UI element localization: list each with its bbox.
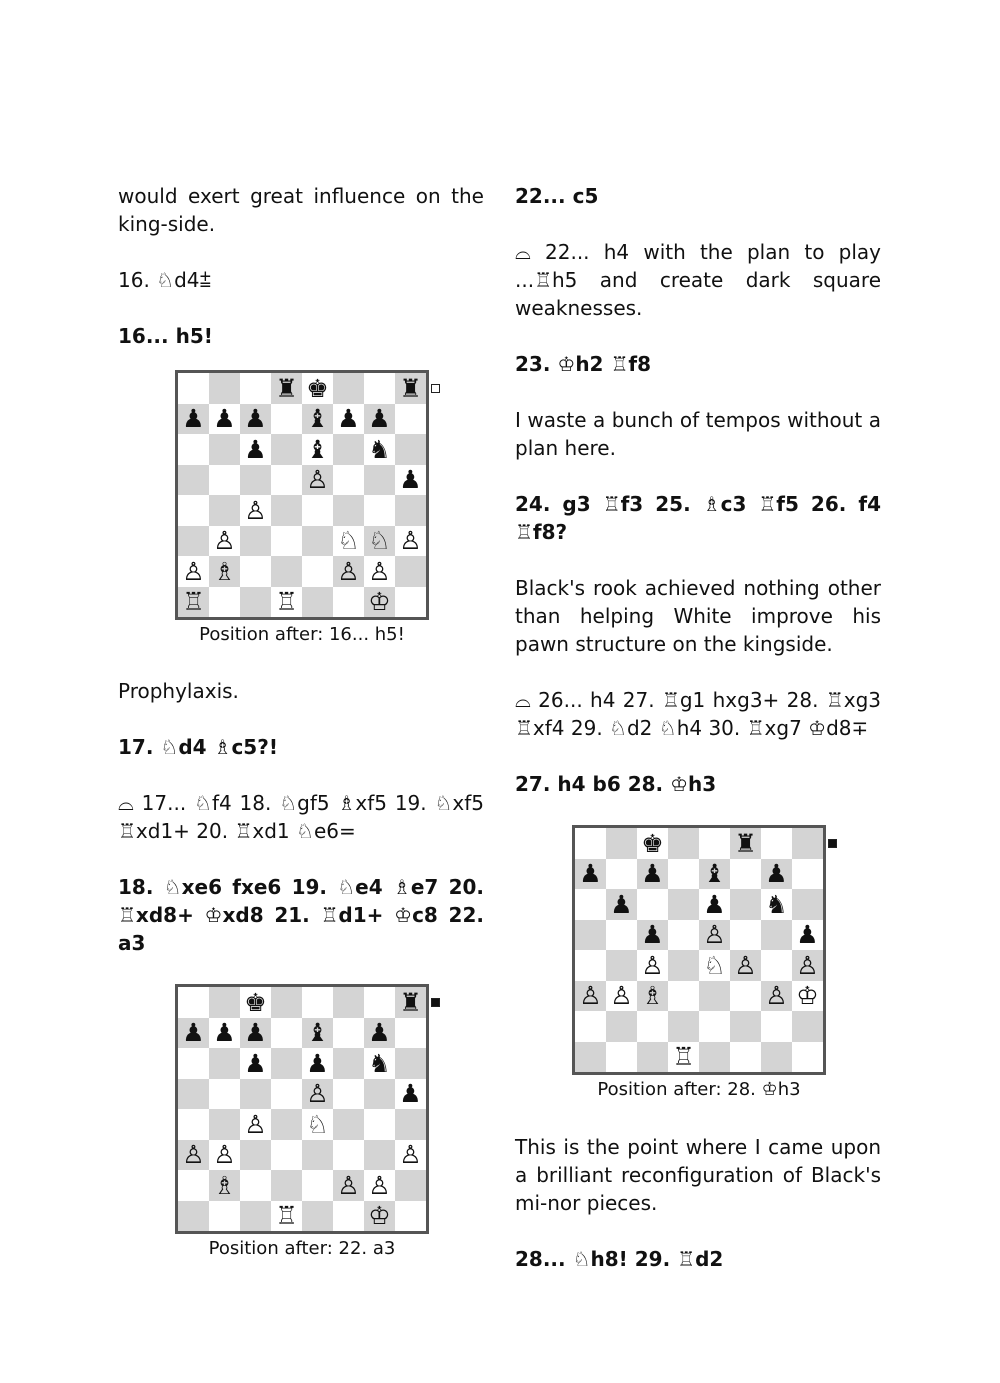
board-square [271, 1201, 302, 1232]
board-square [209, 1048, 240, 1079]
board-square [271, 434, 302, 465]
variation-22: ⌓ 22... h4 with the plan to play ...♖h5 and create dark square weaknesses. [515, 240, 881, 320]
board-square [302, 1170, 333, 1201]
board-square [178, 987, 209, 1018]
chess-board [175, 984, 429, 1234]
board-square [271, 1018, 302, 1049]
board-square [240, 1018, 271, 1049]
board-square [178, 495, 209, 526]
variation-26: ⌓ 26... h4 27. ♖g1 hxg3+ 28. ♖xg3 ♖xf4 29. ♘d2 ♘h4 30. ♖xg7 ♔d8∓ [515, 688, 881, 740]
black-pawn-icon: ♟ [641, 859, 664, 889]
board-square [209, 1140, 240, 1171]
board-square [271, 465, 302, 496]
board-square [792, 828, 823, 859]
board-square [699, 920, 730, 951]
board-square [178, 373, 209, 404]
board-square [364, 1170, 395, 1201]
board-square [668, 859, 699, 890]
board-square [668, 1042, 699, 1073]
board-square [209, 1201, 240, 1232]
board-square [792, 1011, 823, 1042]
board-square [668, 828, 699, 859]
board-square [364, 434, 395, 465]
board-square [302, 373, 333, 404]
moves-18-22: 18. ♘xe6 fxe6 19. ♘e4 ♗e7 20. ♖xd8+ ♔xd8 21. ♖d1+ ♔c8 22. a3 [118, 875, 484, 955]
board-square [178, 1109, 209, 1140]
board-square [575, 1042, 606, 1073]
diagram-figure-2 [175, 984, 429, 1260]
black-bishop-icon: ♝ [306, 434, 329, 464]
board-square [209, 987, 240, 1018]
board-square [395, 1170, 426, 1201]
board-square [761, 920, 792, 951]
white-pawn-icon: ♙ [244, 495, 267, 525]
board-square [364, 587, 395, 618]
board-square [364, 1109, 395, 1140]
board-square [333, 1079, 364, 1110]
black-pawn-icon: ♟ [244, 1018, 267, 1048]
paragraph-brilliant: This is the point where I came upon a brilliant reconfiguration of Black's mi-nor pieces. [515, 1135, 881, 1215]
board-square [761, 981, 792, 1012]
board-square [395, 434, 426, 465]
board-square [792, 859, 823, 890]
board-square [271, 556, 302, 587]
white-pawn-icon: ♙ [182, 556, 205, 586]
board-square [730, 950, 761, 981]
board-square [333, 495, 364, 526]
board-square [792, 889, 823, 920]
variation-17: ⌓ 17... ♘f4 18. ♘gf5 ♗xf5 19. ♘xf5 ♖xd1+ 20. ♖xd1 ♘e6= [118, 791, 484, 843]
board-square [364, 1048, 395, 1079]
board-square [606, 828, 637, 859]
board-square [178, 526, 209, 557]
black-pawn-icon: ♟ [641, 920, 664, 950]
white-pawn-icon: ♙ [337, 1170, 360, 1200]
diagram-caption: Position after: 28. ♔h3 [597, 1079, 801, 1100]
move-22-c5: 22... c5 [515, 184, 599, 208]
board-square [606, 981, 637, 1012]
board-square [761, 889, 792, 920]
moves-27-28: 27. h4 b6 28. ♔h3 [515, 772, 717, 796]
board-square [333, 404, 364, 435]
black-pawn-icon: ♟ [182, 404, 205, 434]
board-square [761, 950, 792, 981]
move-28-h8: 28... ♘h8! 29. ♖d2 [515, 1247, 724, 1271]
board-square [209, 587, 240, 618]
board-square [575, 920, 606, 951]
board-square [240, 434, 271, 465]
board-square [302, 1109, 333, 1140]
white-knight-icon: ♘ [703, 950, 726, 980]
board-square [333, 526, 364, 557]
board-square [240, 404, 271, 435]
board-square [209, 1079, 240, 1110]
board-square [302, 1048, 333, 1079]
board-square [240, 587, 271, 618]
board-square [271, 587, 302, 618]
board-square [761, 1042, 792, 1073]
white-pawn-icon: ♙ [765, 981, 788, 1011]
board-square [271, 404, 302, 435]
board-square [209, 495, 240, 526]
board-square [364, 526, 395, 557]
black-pawn-icon: ♟ [213, 1018, 236, 1048]
white-pawn-icon: ♙ [182, 1140, 205, 1170]
white-knight-icon: ♘ [306, 1109, 329, 1139]
board-square [271, 1140, 302, 1171]
board-square [302, 526, 333, 557]
board-square [333, 1170, 364, 1201]
board-square [730, 920, 761, 951]
board-square [240, 526, 271, 557]
board-square [575, 859, 606, 890]
board-square [730, 1011, 761, 1042]
board-square [333, 556, 364, 587]
white-pawn-icon: ♙ [244, 1109, 267, 1139]
board-square [730, 1042, 761, 1073]
board-square [575, 889, 606, 920]
move-17: 17. ♘d4 ♗c5?! [118, 735, 278, 759]
board-square [364, 1018, 395, 1049]
board-square [668, 950, 699, 981]
black-pawn-icon: ♟ [337, 404, 360, 434]
white-pawn-icon: ♙ [368, 556, 391, 586]
black-rook-icon: ♜ [275, 373, 298, 403]
diagram-figure-1 [175, 370, 429, 646]
black-pawn-icon: ♟ [368, 404, 391, 434]
board-square [209, 404, 240, 435]
board-square [302, 556, 333, 587]
board-square [271, 1170, 302, 1201]
board-square [178, 1201, 209, 1232]
board-square [699, 859, 730, 890]
board-square [240, 1109, 271, 1140]
chess-board [572, 825, 826, 1075]
black-pawn-icon: ♟ [579, 859, 602, 889]
board-square [668, 981, 699, 1012]
board-square [637, 920, 668, 951]
board-square [668, 1011, 699, 1042]
board-square [761, 1011, 792, 1042]
board-square [302, 1018, 333, 1049]
board-square [333, 465, 364, 496]
board-square [575, 981, 606, 1012]
black-bishop-icon: ♝ [703, 859, 726, 889]
board-square [178, 1018, 209, 1049]
white-pawn-icon: ♙ [337, 556, 360, 586]
board-square [209, 556, 240, 587]
board-square [395, 465, 426, 496]
black-to-move-indicator [431, 998, 440, 1007]
black-rook-icon: ♜ [399, 987, 422, 1017]
diagram-caption: Position after: 16... h5! [199, 624, 405, 645]
board-square [271, 373, 302, 404]
board-square [240, 1201, 271, 1232]
board-square [271, 1079, 302, 1110]
white-knight-icon: ♘ [368, 526, 391, 556]
board-square [364, 465, 395, 496]
board-square [302, 1201, 333, 1232]
board-square [209, 465, 240, 496]
board-square [302, 465, 333, 496]
black-knight-icon: ♞ [368, 1048, 391, 1078]
board-square [302, 987, 333, 1018]
board-square [395, 556, 426, 587]
board-square [302, 587, 333, 618]
black-pawn-icon: ♟ [765, 859, 788, 889]
board-square [333, 587, 364, 618]
black-knight-icon: ♞ [765, 889, 788, 919]
board-square [637, 950, 668, 981]
board-square [178, 1140, 209, 1171]
board-square [637, 859, 668, 890]
board-square [395, 373, 426, 404]
board-square [792, 1042, 823, 1073]
board-square [240, 1170, 271, 1201]
paragraph-rook: Black's rook achieved nothing other than helping White improve his pawn structure on the kingside. [515, 576, 881, 656]
white-pawn-icon: ♙ [213, 1140, 236, 1170]
white-king-icon: ♔ [368, 587, 391, 617]
black-rook-icon: ♜ [399, 373, 422, 403]
board-square [240, 495, 271, 526]
move-16-h5: 16... h5! [118, 324, 213, 348]
board-square [699, 828, 730, 859]
white-pawn-icon: ♙ [641, 950, 664, 980]
board-square [364, 373, 395, 404]
black-pawn-icon: ♟ [399, 465, 422, 495]
board-square [730, 828, 761, 859]
board-square [699, 950, 730, 981]
white-bishop-icon: ♗ [213, 556, 236, 586]
board-square [792, 950, 823, 981]
black-pawn-icon: ♟ [796, 920, 819, 950]
board-square [364, 556, 395, 587]
board-square [364, 404, 395, 435]
board-square [209, 1109, 240, 1140]
white-pawn-icon: ♙ [579, 981, 602, 1011]
white-pawn-icon: ♙ [610, 981, 633, 1011]
board-square [575, 1011, 606, 1042]
white-pawn-icon: ♙ [399, 1140, 422, 1170]
board-square [364, 495, 395, 526]
board-square [395, 526, 426, 557]
board-square [761, 859, 792, 890]
white-pawn-icon: ♙ [368, 1170, 391, 1200]
board-square [699, 1011, 730, 1042]
board-square [606, 889, 637, 920]
board-square [302, 434, 333, 465]
board-square [240, 373, 271, 404]
black-pawn-icon: ♟ [244, 434, 267, 464]
board-square [699, 1042, 730, 1073]
board-square [730, 889, 761, 920]
board-square [761, 828, 792, 859]
board-square [271, 526, 302, 557]
board-square [792, 981, 823, 1012]
board-square [209, 1018, 240, 1049]
board-square [240, 556, 271, 587]
board-square [240, 465, 271, 496]
board-square [395, 1140, 426, 1171]
white-rook-icon: ♖ [672, 1042, 695, 1072]
board-square [240, 987, 271, 1018]
board-square [333, 1018, 364, 1049]
board-square [364, 987, 395, 1018]
board-square [792, 920, 823, 951]
board-square [209, 1170, 240, 1201]
board-square [178, 434, 209, 465]
board-square [271, 1109, 302, 1140]
black-bishop-icon: ♝ [306, 404, 329, 434]
board-square [178, 404, 209, 435]
board-square [637, 1011, 668, 1042]
black-king-icon: ♚ [641, 828, 664, 858]
board-square [395, 1018, 426, 1049]
black-pawn-icon: ♟ [368, 1018, 391, 1048]
chess-board [175, 370, 429, 620]
board-square [395, 1079, 426, 1110]
black-pawn-icon: ♟ [610, 889, 633, 919]
white-king-icon: ♔ [796, 981, 819, 1011]
board-square [668, 920, 699, 951]
diagram-caption: Position after: 22. a3 [208, 1238, 396, 1259]
white-pawn-icon: ♙ [399, 526, 422, 556]
board-square [302, 404, 333, 435]
black-bishop-icon: ♝ [306, 1018, 329, 1048]
white-pawn-icon: ♙ [213, 526, 236, 556]
board-square [395, 987, 426, 1018]
white-to-move-indicator [431, 384, 440, 393]
paragraph-intro: would exert great influence on the king-side. [118, 184, 484, 236]
board-square [178, 556, 209, 587]
black-to-move-indicator [828, 839, 837, 848]
board-square [240, 1079, 271, 1110]
black-king-icon: ♚ [306, 373, 329, 403]
board-square [637, 981, 668, 1012]
board-square [606, 1042, 637, 1073]
board-square [333, 373, 364, 404]
white-bishop-icon: ♗ [213, 1170, 236, 1200]
board-square [178, 587, 209, 618]
board-square [333, 1201, 364, 1232]
board-square [395, 1201, 426, 1232]
white-king-icon: ♔ [368, 1201, 391, 1231]
white-rook-icon: ♖ [182, 587, 205, 617]
board-square [637, 1042, 668, 1073]
board-square [302, 1079, 333, 1110]
board-square [606, 950, 637, 981]
white-pawn-icon: ♙ [306, 1079, 329, 1109]
board-square [699, 889, 730, 920]
black-rook-icon: ♜ [734, 828, 757, 858]
board-square [333, 1048, 364, 1079]
black-pawn-icon: ♟ [213, 404, 236, 434]
white-bishop-icon: ♗ [641, 981, 664, 1011]
white-rook-icon: ♖ [275, 587, 298, 617]
board-square [395, 1048, 426, 1079]
board-square [637, 828, 668, 859]
board-square [637, 889, 668, 920]
board-square [395, 587, 426, 618]
white-knight-icon: ♘ [337, 526, 360, 556]
board-square [209, 526, 240, 557]
board-square [606, 1011, 637, 1042]
board-square [333, 434, 364, 465]
black-pawn-icon: ♟ [399, 1079, 422, 1109]
paragraph-waste: I waste a bunch of tempos without a plan here. [515, 408, 881, 460]
black-pawn-icon: ♟ [244, 1048, 267, 1078]
board-square [575, 828, 606, 859]
board-square [364, 1140, 395, 1171]
board-square [240, 1048, 271, 1079]
board-square [333, 1109, 364, 1140]
board-square [395, 495, 426, 526]
board-square [730, 981, 761, 1012]
black-pawn-icon: ♟ [703, 889, 726, 919]
move-23: 23. ♔h2 ♖f8 [515, 352, 651, 376]
board-square [178, 1048, 209, 1079]
board-square [302, 1140, 333, 1171]
board-square [575, 950, 606, 981]
black-king-icon: ♚ [244, 987, 267, 1017]
board-square [364, 1201, 395, 1232]
board-square [302, 495, 333, 526]
black-pawn-icon: ♟ [244, 404, 267, 434]
white-pawn-icon: ♙ [703, 920, 726, 950]
black-pawn-icon: ♟ [182, 1018, 205, 1048]
board-square [606, 920, 637, 951]
board-square [271, 495, 302, 526]
board-square [240, 1140, 271, 1171]
board-square [395, 1109, 426, 1140]
board-square [178, 1170, 209, 1201]
board-square [333, 1140, 364, 1171]
board-square [730, 859, 761, 890]
diagram-figure-3 [572, 825, 826, 1101]
board-square [668, 889, 699, 920]
black-pawn-icon: ♟ [306, 1048, 329, 1078]
paragraph-prophylaxis: Prophylaxis. [118, 679, 239, 703]
board-square [606, 859, 637, 890]
board-square [178, 1079, 209, 1110]
right-column [515, 182, 881, 1273]
board-square [271, 987, 302, 1018]
black-knight-icon: ♞ [368, 434, 391, 464]
white-pawn-icon: ♙ [306, 465, 329, 495]
board-square [395, 404, 426, 435]
move-16: 16. ♘d4⩲ [118, 268, 212, 292]
white-pawn-icon: ♙ [796, 950, 819, 980]
moves-24-26: 24. g3 ♖f3 25. ♗c3 ♖f5 26. f4 ♖f8? [515, 492, 881, 544]
white-pawn-icon: ♙ [734, 950, 757, 980]
board-square [333, 987, 364, 1018]
board-square [271, 1048, 302, 1079]
board-square [699, 981, 730, 1012]
board-square [178, 465, 209, 496]
board-square [209, 373, 240, 404]
board-square [364, 1079, 395, 1110]
white-rook-icon: ♖ [275, 1201, 298, 1231]
board-square [209, 434, 240, 465]
left-column [118, 182, 484, 1260]
